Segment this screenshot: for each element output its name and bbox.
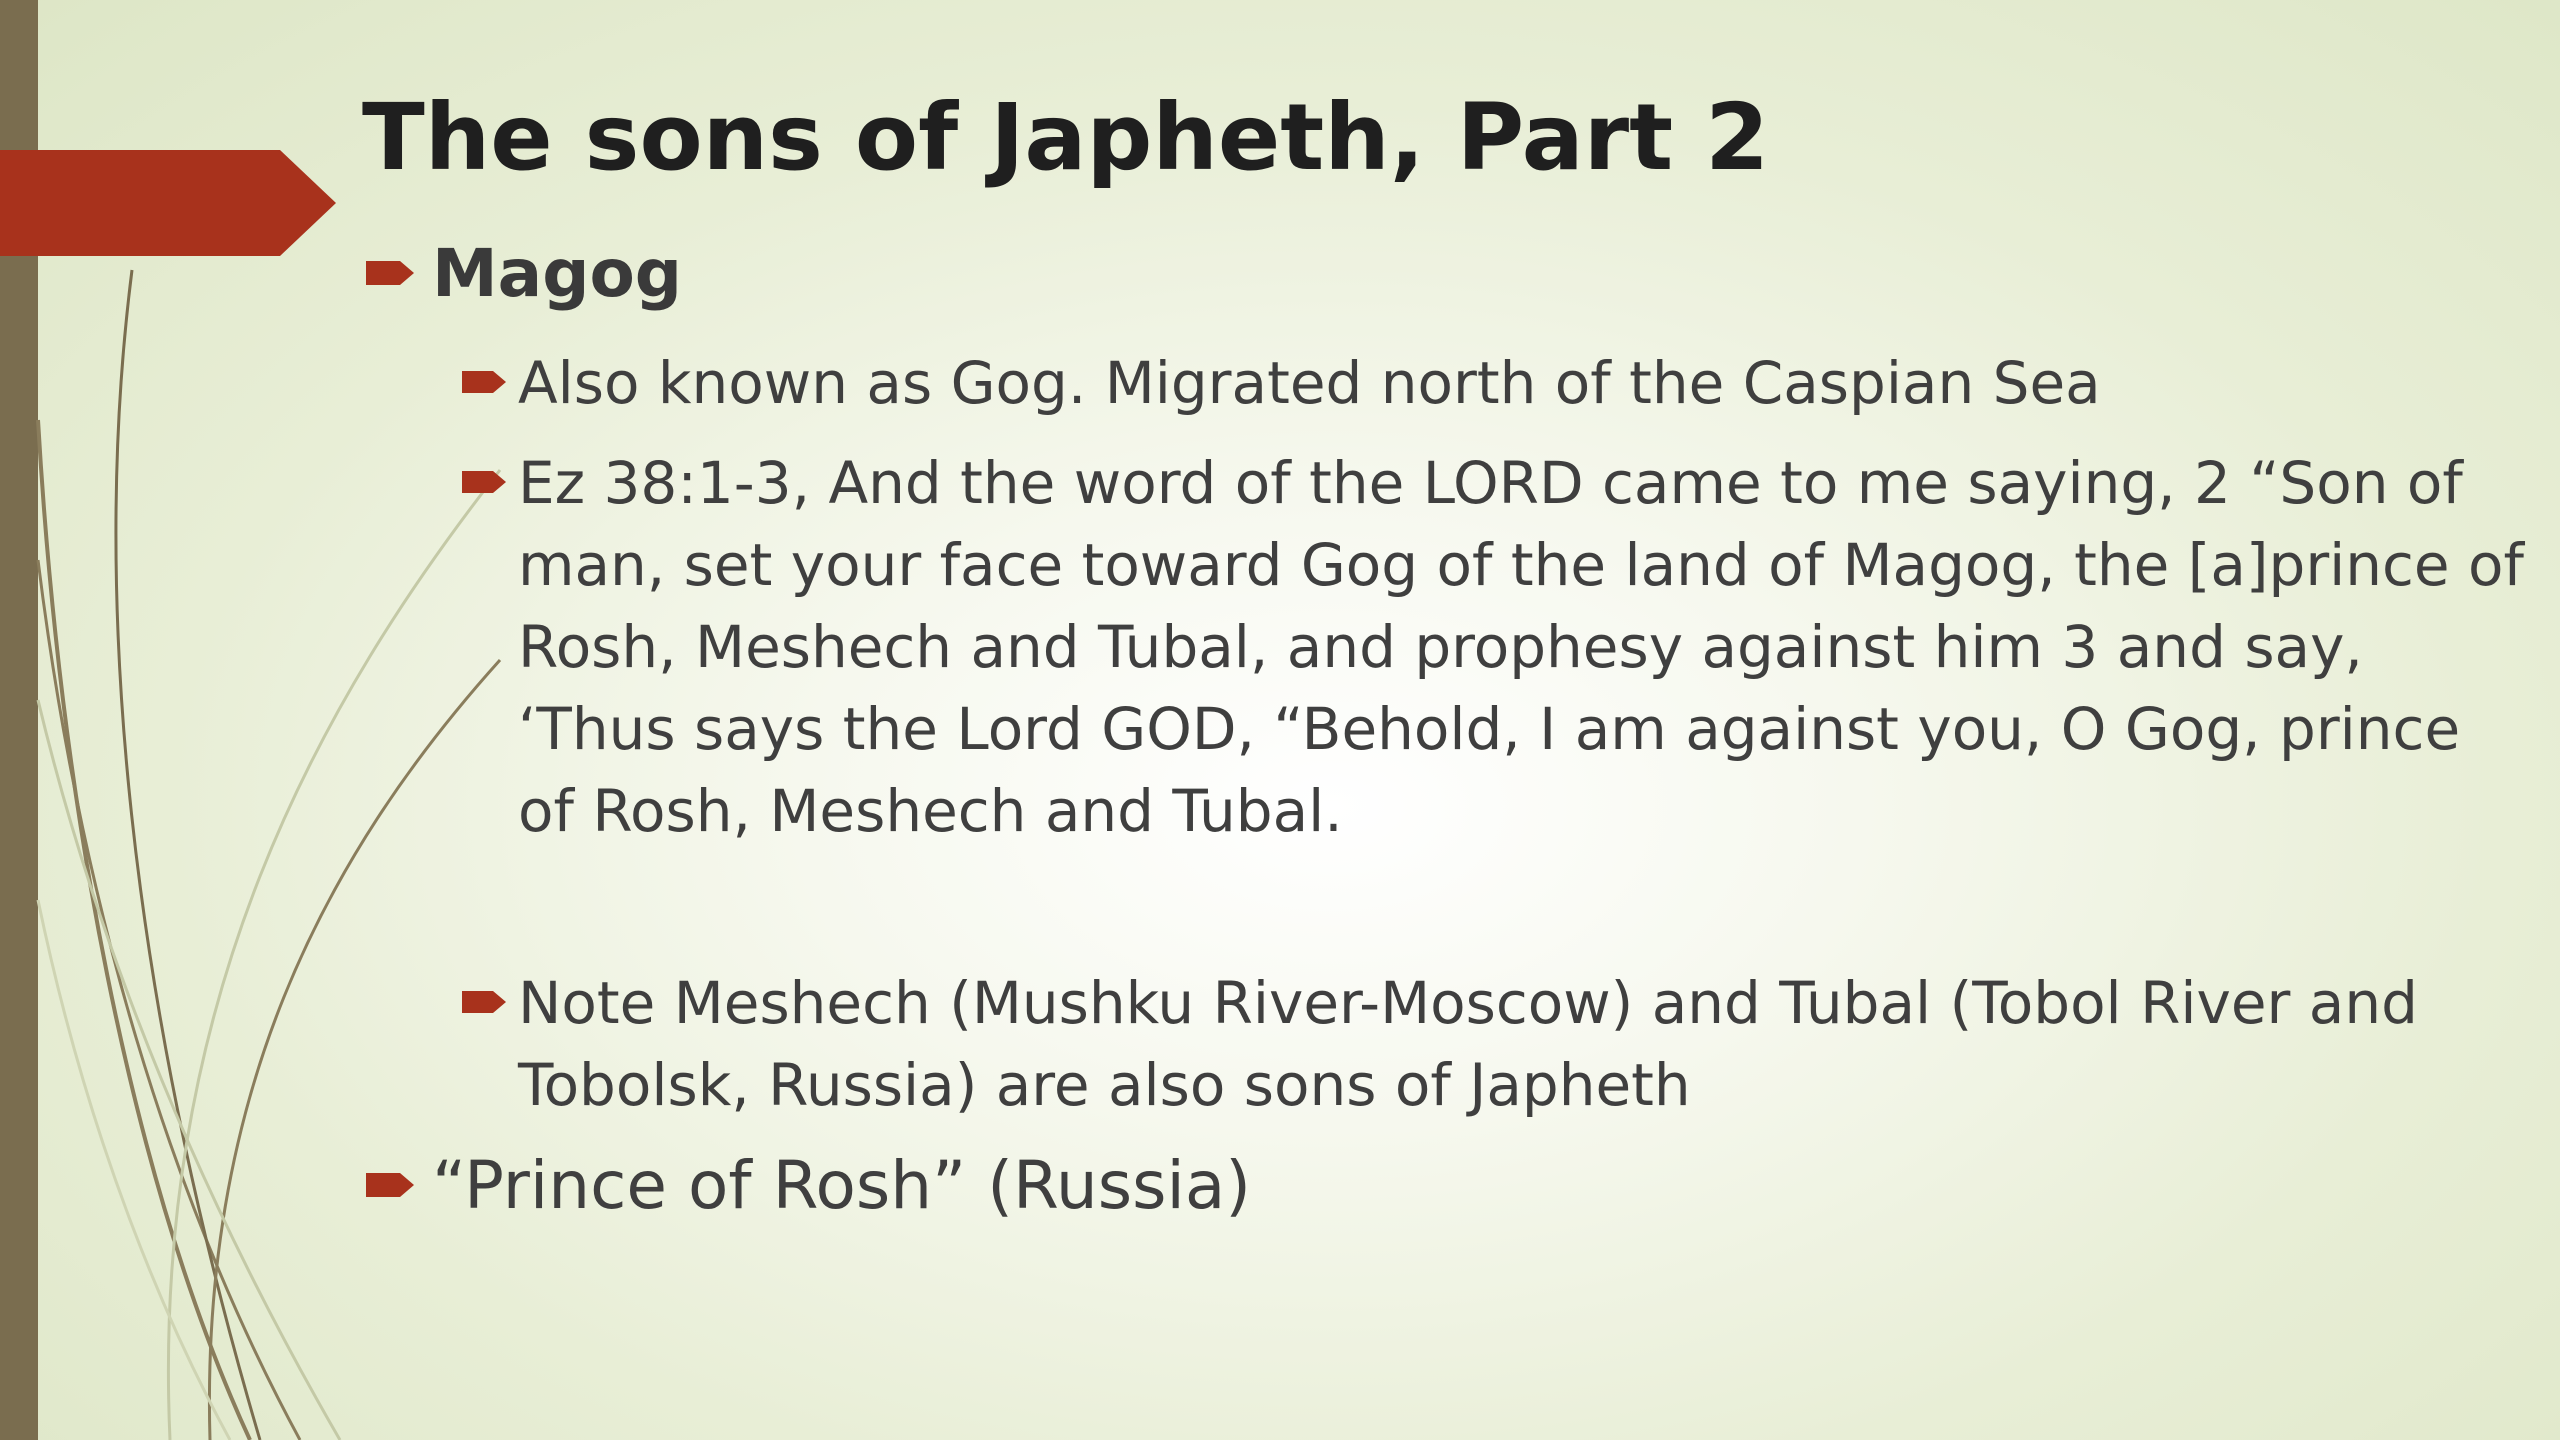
bullet-also-known-as-gog [462, 342, 2482, 424]
bullet-prince-of-rosh [366, 1146, 1251, 1226]
arrow-bullet-icon [366, 234, 432, 288]
bullet-ezekiel-quote [462, 442, 2532, 852]
bullet-text: Also known as Gog. Migrated north of the Caspian Sea [518, 349, 2101, 417]
arrow-bullet-icon [462, 342, 518, 396]
bullet-magog [366, 234, 682, 314]
arrow-bullet-icon [462, 962, 518, 1016]
arrow-bullet-icon [366, 1146, 432, 1200]
bullet-text: Magog [432, 235, 683, 312]
arrow-bullet-icon [462, 442, 518, 496]
bullet-text: Note Meshech (Mushku River-Moscow) and Tubal (Tobol River and Tobolsk, Russia) are also sons of Japheth [518, 969, 2418, 1119]
bullet-text: Ez 38:1-3, And the word of the LORD came to me saying, 2 “Son of man, set your face toward Gog of the land of Magog, the [a]prince of Rosh, Meshech and Tubal, and prophesy against him 3 and say, ‘Thus says the Lord GOD, “Behold, I am against you, O Gog, prince of Rosh, Meshech and Tubal. [518, 449, 2524, 845]
bullet-meshech-tubal-note [462, 962, 2482, 1126]
bullet-text: “Prince of Rosh” (Russia) [432, 1147, 1252, 1224]
slide-title: The sons of Japheth, Part 2 [362, 84, 1770, 191]
